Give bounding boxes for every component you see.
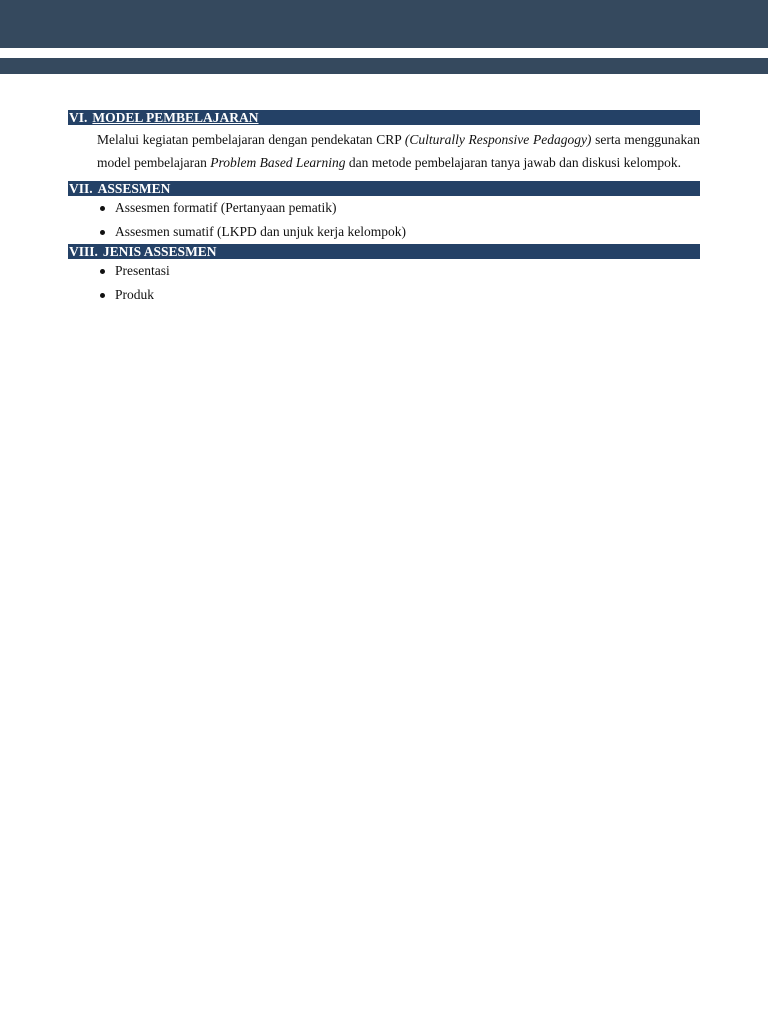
list-item-text: Assesmen sumatif (LKPD dan unjuk kerja kelompok) [115,224,406,239]
section-header-assesmen [68,181,700,196]
section-number: VI. [69,110,88,125]
assesmen-list [68,196,700,244]
section-title: JENIS ASSESMEN [102,244,217,259]
section-number: VIII. [69,244,98,259]
document-body [68,110,700,307]
paragraph-text: dan metode pembelajaran tanya jawab dan diskusi kelompok. [345,155,681,170]
section-number: VII. [69,181,93,196]
model-pembelajaran-paragraph [68,128,700,174]
paragraph-italic-text: Problem Based Learning [210,155,346,170]
page-header-rule [0,58,768,74]
paragraph-text: serta menggunakan model pembelajaran [97,132,700,170]
paragraph-text: Melalui kegiatan pembelajaran dengan pendekatan CRP [97,132,405,147]
bullet-icon [100,269,105,274]
bullet-icon [100,230,105,235]
section-title: ASSESMEN [97,181,171,196]
list-item [68,196,700,220]
section-header-jenis-assesmen [68,244,700,259]
section-title: MODEL PEMBELAJARAN [92,110,259,125]
page-header-band [0,0,768,48]
list-item [68,220,700,244]
list-item [68,259,700,283]
list-item-text: Presentasi [115,263,170,278]
jenis-assesmen-list [68,259,700,307]
paragraph-italic-text: (Culturally Responsive Pedagogy) [404,132,592,147]
bullet-icon [100,293,105,298]
bullet-icon [100,206,105,211]
list-item-text: Assesmen formatif (Pertanyaan pematik) [115,200,337,215]
list-item-text: Produk [115,287,155,302]
list-item [68,283,700,307]
section-header-model-pembelajaran [68,110,700,125]
